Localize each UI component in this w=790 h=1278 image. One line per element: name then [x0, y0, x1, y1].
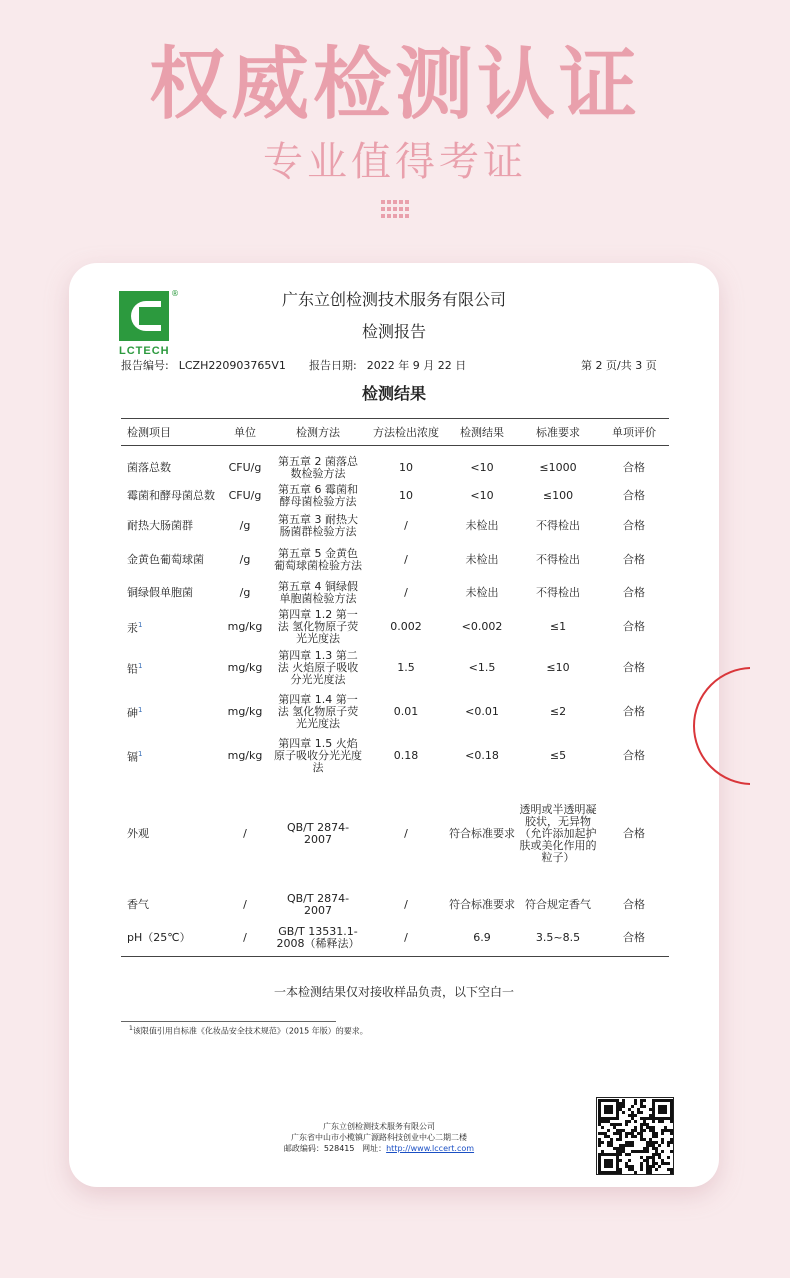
cell-method: [271, 890, 365, 920]
postcode-label: 邮政编码：: [283, 1144, 324, 1153]
cell-method-text: 第四章 1.4 第一法 氢化物原子荧光光度法: [277, 693, 359, 730]
cell-method-text: 第五章 5 金黄色葡萄球菌检验方法: [274, 546, 362, 572]
table-row: [121, 541, 669, 578]
cell-eval-text: 合格: [623, 519, 645, 532]
cell-item: [121, 890, 219, 920]
cell-result: [447, 608, 517, 646]
cell-result: [447, 890, 517, 920]
cell-lod: [365, 541, 447, 578]
cell-lod-text: 1.5: [397, 661, 415, 674]
cell-standard-text: ≤2: [549, 705, 567, 718]
cell-item: [121, 481, 219, 511]
table-row: [121, 690, 669, 734]
cell-method: [271, 920, 365, 956]
results-table: [121, 418, 669, 957]
cell-item: [121, 608, 219, 646]
cell-item-text: 镉: [127, 750, 138, 764]
cell-standard-text: ≤5: [549, 749, 567, 762]
cell-eval: [599, 734, 669, 778]
cell-lod-text: 10: [399, 489, 413, 502]
cell-standard: [517, 608, 599, 646]
cell-eval-text: 合格: [623, 620, 645, 633]
report-footer: [249, 1121, 509, 1154]
cell-item-text: 菌落总数: [127, 461, 171, 474]
cell-eval: [599, 646, 669, 690]
cell-item: [121, 578, 219, 608]
cell-unit-text: /: [243, 827, 247, 840]
cell-method: [271, 481, 365, 511]
table-row: [121, 481, 669, 511]
col-header: 检测结果: [447, 419, 517, 446]
cell-lod-text: 0.18: [393, 749, 419, 762]
cell-standard: [517, 446, 599, 482]
footnote-ref: 1: [138, 706, 143, 715]
cell-unit: [219, 890, 271, 920]
cell-standard-text: 不得检出: [536, 519, 580, 532]
cell-eval-text: 合格: [623, 489, 645, 502]
cell-item-text: 外观: [127, 827, 149, 840]
registered-mark: ®: [171, 289, 179, 298]
cell-result-text: <0.18: [465, 749, 499, 762]
cell-method-text: 第四章 1.3 第二法 火焰原子吸收分光光度法: [277, 649, 359, 686]
report-number-label: 报告编号:: [121, 359, 169, 372]
red-stamp: [690, 660, 750, 790]
cell-unit: [219, 608, 271, 646]
cell-lod-text: 0.002: [390, 620, 422, 633]
end-note: 一本检测结果仅对接收样品负责，以下空白一: [273, 985, 514, 999]
cell-eval-text: 合格: [623, 552, 645, 566]
footer-contact: [249, 1143, 509, 1154]
table-row: [121, 608, 669, 646]
cell-eval-text: 合格: [623, 898, 645, 911]
cell-standard: [517, 646, 599, 690]
footnote-mark: 1: [129, 1025, 133, 1032]
cell-unit-text: mg/kg: [227, 705, 263, 718]
cell-unit: [219, 578, 271, 608]
cell-lod: [365, 690, 447, 734]
cell-method-text: QB/T 2874-2007: [286, 892, 350, 917]
cell-item-text: 铜绿假单胞菌: [127, 586, 193, 599]
cell-standard: [517, 511, 599, 541]
cell-item: [121, 646, 219, 690]
cell-standard-text: 不得检出: [536, 552, 580, 566]
cell-lod: [365, 608, 447, 646]
cell-method: [271, 578, 365, 608]
cell-lod-text: /: [404, 827, 408, 840]
cell-result: [447, 778, 517, 890]
cell-standard-text: ≤10: [546, 661, 570, 674]
cell-standard: [517, 578, 599, 608]
cell-result-text: 未检出: [465, 586, 499, 599]
cell-eval-text: 合格: [623, 661, 645, 674]
cell-result-text: 6.9: [473, 930, 491, 944]
footnote-ref: 1: [138, 662, 143, 671]
cell-standard: [517, 481, 599, 511]
cell-result: [447, 511, 517, 541]
cell-item-text: 金黄色葡萄球菌: [127, 552, 204, 566]
cell-standard-text: 符合规定香气: [525, 898, 591, 911]
cell-item: [121, 734, 219, 778]
cell-unit: [219, 541, 271, 578]
cell-method: [271, 511, 365, 541]
cell-unit: [219, 778, 271, 890]
cell-method-text: 第五章 3 耐热大肠菌群检验方法: [278, 513, 358, 538]
cell-method: [271, 646, 365, 690]
cell-result: [447, 446, 517, 482]
cell-standard-text: ≤1: [549, 620, 567, 633]
cell-lod: [365, 578, 447, 608]
cell-standard-text: 3.5~8.5: [535, 930, 581, 944]
decorative-dots: [381, 200, 411, 218]
table-row: [121, 890, 669, 920]
cell-result: [447, 690, 517, 734]
table-header-row: [121, 419, 669, 446]
cell-result-text: <0.002: [461, 620, 503, 633]
cell-eval: [599, 446, 669, 482]
cell-standard: [517, 890, 599, 920]
cell-eval: [599, 511, 669, 541]
logo-text: LCTECH: [119, 345, 170, 357]
cell-unit-text: mg/kg: [227, 661, 263, 674]
cell-result-text: <1.5: [468, 661, 496, 674]
cell-eval: [599, 920, 669, 956]
page-indicator: 第 2 页/共 3 页: [581, 359, 657, 372]
cell-lod-text: /: [404, 586, 408, 599]
cell-standard: [517, 541, 599, 578]
cell-method-text: 第四章 1.2 第一法 氢化物原子荧光光度法: [277, 608, 359, 645]
report-title: 检测报告: [361, 322, 426, 341]
cell-unit-text: mg/kg: [227, 620, 263, 633]
cell-eval: [599, 690, 669, 734]
cell-item: [121, 446, 219, 482]
cell-lod-text: /: [404, 552, 408, 566]
cell-unit: [219, 481, 271, 511]
cell-item-text: 香气: [127, 898, 149, 911]
cell-lod: [365, 511, 447, 541]
cell-unit: [219, 920, 271, 956]
postcode-value: 528415: [323, 1144, 355, 1153]
cell-standard-text: 不得检出: [536, 586, 580, 599]
col-header: 单项评价: [599, 419, 669, 446]
footer-address: 广东省中山市小榄镇广源路科技创业中心二期二楼: [291, 1133, 467, 1142]
cell-item-text: 砷: [127, 706, 138, 720]
cell-result: [447, 646, 517, 690]
report-date: [309, 357, 466, 373]
website-link[interactable]: http://www.lccert.com: [386, 1144, 475, 1153]
cell-method-text: QB/T 2874-2007: [286, 821, 350, 846]
cell-eval: [599, 578, 669, 608]
cell-item: [121, 920, 219, 956]
cell-result-text: 符合标准要求: [449, 827, 515, 840]
cell-lod-text: 10: [399, 461, 413, 474]
cell-eval: [599, 541, 669, 578]
cell-unit-text: /: [243, 898, 247, 911]
cell-standard: [517, 734, 599, 778]
table-row: [121, 778, 669, 890]
results-table-wrap: [121, 418, 669, 957]
company-name: 广东立创检测技术服务有限公司: [281, 290, 506, 309]
cell-standard: [517, 690, 599, 734]
report-card: [69, 263, 719, 1187]
cell-item: [121, 541, 219, 578]
cell-lod-text: /: [404, 519, 408, 532]
cell-lod-text: /: [404, 930, 408, 944]
cell-method: [271, 778, 365, 890]
cell-item: [121, 778, 219, 890]
cell-unit: [219, 734, 271, 778]
cell-result: [447, 481, 517, 511]
cell-method: [271, 734, 365, 778]
cell-lod: [365, 920, 447, 956]
cell-eval-text: 合格: [623, 586, 645, 599]
cell-eval-text: 合格: [623, 461, 645, 474]
footer-company: 广东立创检测技术服务有限公司: [323, 1122, 435, 1131]
cell-unit: [219, 511, 271, 541]
cell-eval: [599, 890, 669, 920]
report-number: [121, 357, 286, 373]
footnote-rule: [121, 1021, 336, 1022]
col-header: 单位: [219, 419, 271, 446]
cell-unit-text: /g: [239, 519, 251, 532]
cell-item-text: 耐热大肠菌群: [127, 519, 193, 532]
cell-unit-text: /: [243, 930, 247, 944]
cell-lod: [365, 890, 447, 920]
hero-title: 权威检测认证: [148, 40, 641, 130]
col-header: 标准要求: [517, 419, 599, 446]
section-title: 检测结果: [361, 384, 426, 403]
cell-standard-text: ≤1000: [539, 461, 577, 474]
cell-result-text: 未检出: [465, 552, 499, 566]
cell-item-text: pH（25℃）: [127, 930, 191, 944]
cell-item-text: 铅: [127, 662, 138, 676]
cell-unit: [219, 646, 271, 690]
cell-result: [447, 541, 517, 578]
website-label: 网址：: [362, 1144, 387, 1153]
cell-result-text: <10: [470, 489, 494, 502]
table-row: [121, 578, 669, 608]
report-number-value: LCZH220903765V1: [178, 359, 286, 372]
cell-lod: [365, 778, 447, 890]
qr-code-icon: [596, 1097, 674, 1175]
report-date-value: 2022 年 9 月 22 日: [366, 359, 467, 372]
cell-unit: [219, 446, 271, 482]
col-header: 检测方法: [271, 419, 365, 446]
footnote-ref: 1: [138, 621, 143, 630]
table-row: [121, 446, 669, 482]
cell-result-text: 未检出: [465, 519, 499, 532]
cell-lod-text: 0.01: [393, 705, 419, 718]
cell-item-text: 霉菌和酵母菌总数: [127, 489, 215, 502]
table-row: [121, 734, 669, 778]
table-row: [121, 920, 669, 956]
stamp-ring-icon: [690, 660, 750, 790]
cell-unit-text: /g: [239, 552, 251, 566]
cell-result-text: 符合标准要求: [449, 898, 515, 911]
col-header: 检测项目: [121, 419, 219, 446]
cell-item-text: 汞: [127, 621, 138, 635]
cell-result: [447, 578, 517, 608]
cell-result: [447, 920, 517, 956]
cell-method: [271, 608, 365, 646]
cell-unit-text: CFU/g: [228, 489, 262, 502]
cell-eval-text: 合格: [623, 827, 645, 840]
cell-lod-text: /: [404, 898, 408, 911]
cell-method-text: 第四章 1.5 火焰原子吸收分光光度法: [274, 737, 362, 774]
cell-method: [271, 446, 365, 482]
cell-method-text: 第五章 2 菌落总数检验方法: [278, 455, 358, 480]
footnote-text: 该限值引用自标准《化妆品安全技术规范》（2015 年版）的要求。: [132, 1026, 368, 1036]
cell-eval: [599, 481, 669, 511]
cell-lod: [365, 734, 447, 778]
cell-unit-text: mg/kg: [227, 749, 263, 762]
cell-unit-text: /g: [239, 586, 251, 599]
cell-result-text: <10: [470, 461, 494, 474]
table-row: [121, 646, 669, 690]
footnote-ref: 1: [138, 750, 143, 759]
cell-result: [447, 734, 517, 778]
cell-item: [121, 511, 219, 541]
cell-eval-text: 合格: [623, 705, 645, 718]
table-row: [121, 511, 669, 541]
cell-method-text: 第五章 6 霉菌和酵母菌检验方法: [278, 483, 358, 508]
cell-result-text: <0.01: [465, 705, 499, 718]
cell-eval: [599, 778, 669, 890]
cell-item: [121, 690, 219, 734]
cell-lod: [365, 481, 447, 511]
cell-standard-text: ≤100: [542, 489, 574, 502]
cell-unit-text: CFU/g: [228, 461, 262, 474]
cell-lod: [365, 446, 447, 482]
cell-method-text: GB/T 13531.1-2008（稀释法）: [276, 924, 360, 950]
cell-lod: [365, 646, 447, 690]
cell-standard-text: 透明或半透明凝胶状，无异物（允许添加起护肤或美化作用的粒子）: [519, 803, 597, 864]
cell-eval-text: 合格: [623, 930, 645, 944]
cell-eval-text: 合格: [623, 749, 645, 762]
footnote: [129, 1025, 368, 1037]
cell-standard: [517, 778, 599, 890]
cell-method-text: 第五章 4 铜绿假单胞菌检验方法: [278, 580, 358, 605]
cell-standard: [517, 920, 599, 956]
col-header: 方法检出浓度: [365, 419, 447, 446]
cell-unit: [219, 690, 271, 734]
cell-method: [271, 690, 365, 734]
cell-method: [271, 541, 365, 578]
report-date-label: 报告日期:: [309, 359, 357, 372]
hero-subtitle: 专业值得考证: [263, 139, 527, 185]
cell-eval: [599, 608, 669, 646]
